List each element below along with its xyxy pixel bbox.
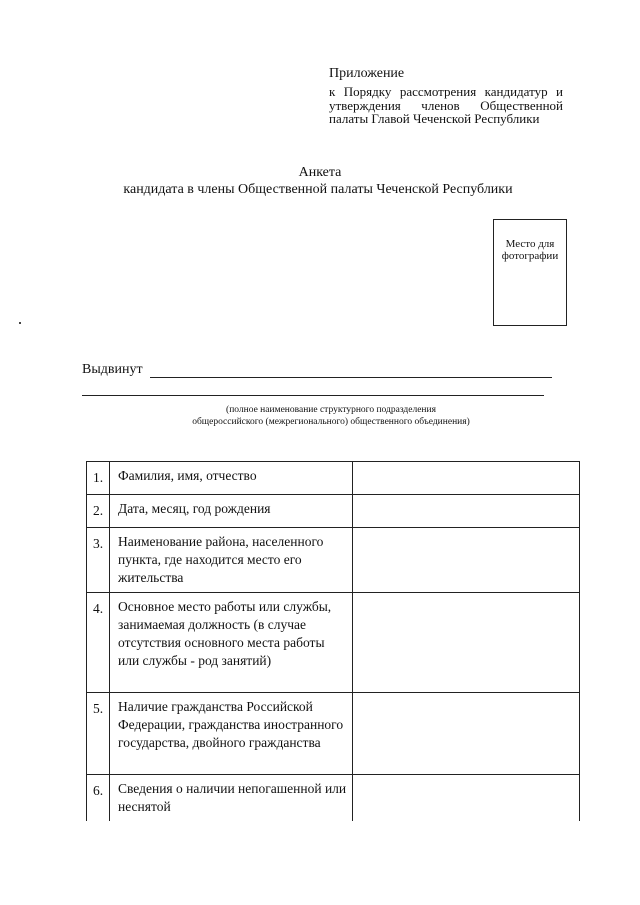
table-row [87, 528, 580, 593]
row-number: 5. [87, 693, 110, 775]
scan-speck [19, 322, 21, 324]
row-label: Фамилия, имя, отчество [110, 462, 353, 495]
row-label: Основное место работы или службы, занимаемая должность (в случае отсутствия основного места работы или службы - род занятий) [110, 593, 353, 693]
row-number: 2. [87, 495, 110, 528]
table-row [87, 593, 580, 693]
table-row [87, 495, 580, 528]
row-value-field[interactable] [353, 495, 580, 528]
row-value-field[interactable] [353, 528, 580, 593]
row-label: Дата, месяц, год рождения [110, 495, 353, 528]
row-label: Сведения о наличии непогашенной или неснятой [110, 775, 353, 822]
photo-placeholder-label: Место для фотографии [501, 238, 559, 262]
row-value-field[interactable] [353, 775, 580, 822]
appendix-header [329, 66, 563, 126]
form-title: Анкета [298, 165, 342, 180]
appendix-title: Приложение [329, 66, 405, 81]
appendix-text: к Порядку рассмотрения кандидатур и утверждения членов Общественной палаты Главой Чеченской Республики [329, 84, 563, 126]
nominated-hint-line-1: (полное наименование структурного подразделения [226, 405, 436, 415]
table-row [87, 462, 580, 495]
row-label: Наличие гражданства Российской Федерации, гражданства иностранного государства, двойного гражданства [110, 693, 353, 775]
nominated-label: Выдвинут [82, 362, 143, 377]
row-label: Наименование района, населенного пункта, где находится место его жительства [110, 528, 353, 593]
table-row [87, 693, 580, 775]
nominated-hint [150, 404, 512, 428]
row-number: 6. [87, 775, 110, 822]
row-value-field[interactable] [353, 462, 580, 495]
row-value-field[interactable] [353, 693, 580, 775]
form-subtitle: кандидата в члены Общественной палаты Чеченской Республики [123, 182, 513, 197]
row-number: 3. [87, 528, 110, 593]
nominated-line-1[interactable] [150, 377, 552, 378]
table-row [87, 775, 580, 822]
nominated-hint-line-2: общероссийского (межрегионального) общественного объединения) [192, 417, 470, 427]
row-value-field[interactable] [353, 593, 580, 693]
row-number: 4. [87, 593, 110, 693]
form-heading [0, 164, 640, 198]
nominated-line-2[interactable] [82, 395, 544, 396]
photo-placeholder [493, 219, 567, 326]
questionnaire-table [86, 461, 580, 821]
row-number: 1. [87, 462, 110, 495]
